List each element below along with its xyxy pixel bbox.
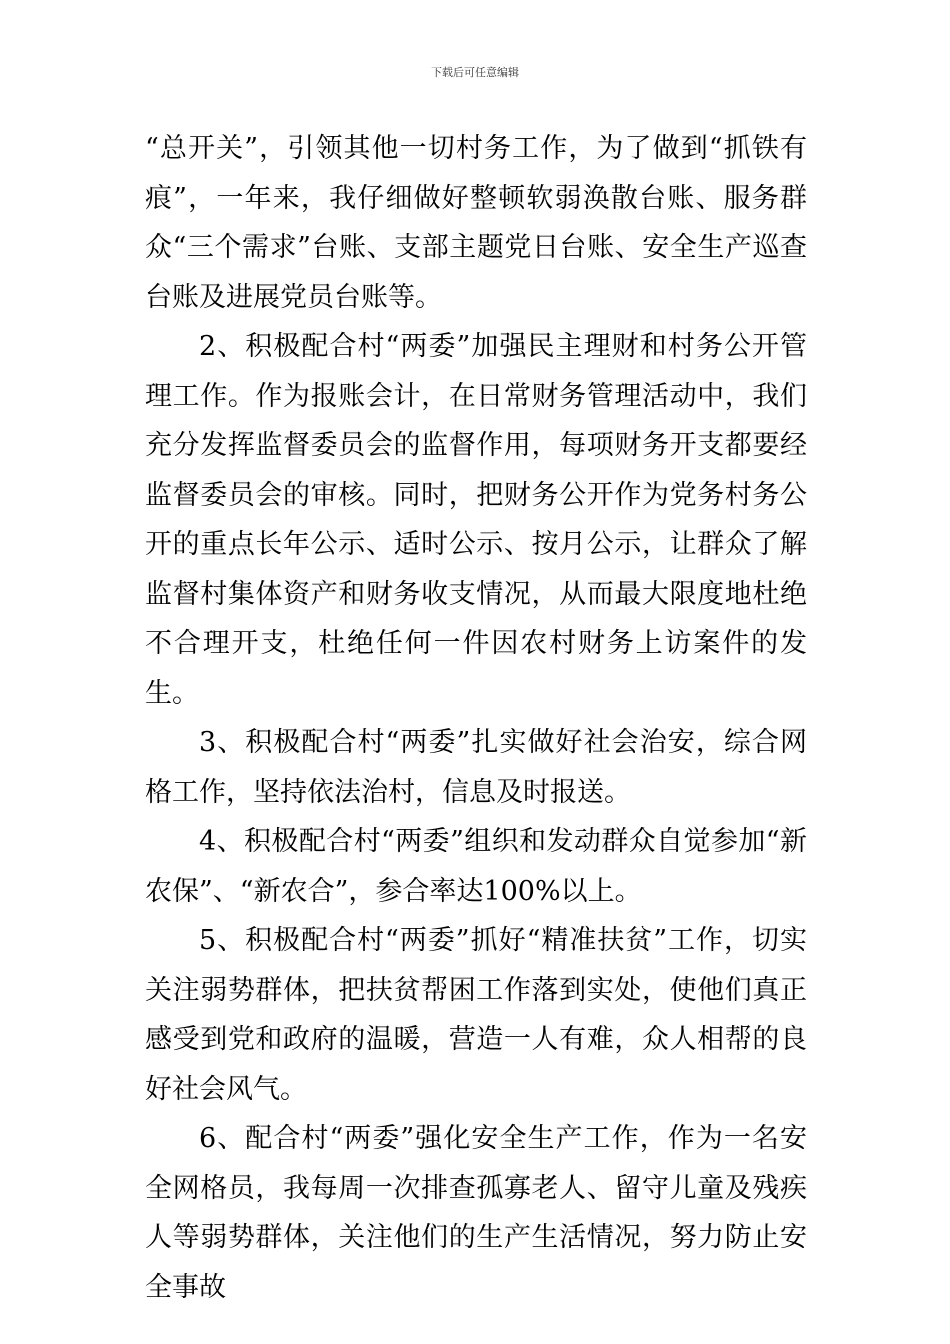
paragraph-item-3: 3、积极配合村“两委”扎实做好社会治安，综合网格工作，坚持依法治村，信息及时报送。 (145, 727, 807, 808)
paragraph-continuation: “总开关”，引领其他一切村务工作，为了做到“抓铁有痕”，一年来，我仔细做好整顿软弱涣散台账、服务群众“三个需求”台账、支部主题党日台账、安全生产巡查台账及进展党员台账等。 (145, 133, 807, 313)
paragraph-item-4: 4、积极配合村“两委”组织和发动群众自觉参加“新农保”、“新农合”，参合率达100%以上。 (145, 826, 807, 907)
document-body (145, 124, 807, 1312)
paragraph-item-6: 6、配合村“两委”强化安全生产工作，作为一名安全网格员，我每周一次排查孤寡老人、留守儿童及残疾人等弱势群体，关注他们的生产生活情况，努力防止安全事故 (145, 1123, 807, 1303)
page-header-note: 下载后可任意编辑 (431, 66, 519, 79)
paragraph-item-2: 2、积极配合村“两委”加强民主理财和村务公开管理工作。作为报账会计，在日常财务管理活动中，我们充分发挥监督委员会的监督作用，每项财务开支都要经监督委员会的审核。同时，把财务公开作为党务村务公开的重点长年公示、适时公示、按月公示，让群众了解监督村集体资产和财务收支情况，从而最大限度地杜绝不合理开支，杜绝任何一件因农村财务上访案件的发生。 (145, 331, 807, 709)
paragraph-item-5: 5、积极配合村“两委”抓好“精准扶贫”工作，切实关注弱势群体，把扶贫帮困工作落到实处，使他们真正感受到党和政府的温暖，营造一人有难，众人相帮的良好社会风气。 (145, 925, 807, 1105)
